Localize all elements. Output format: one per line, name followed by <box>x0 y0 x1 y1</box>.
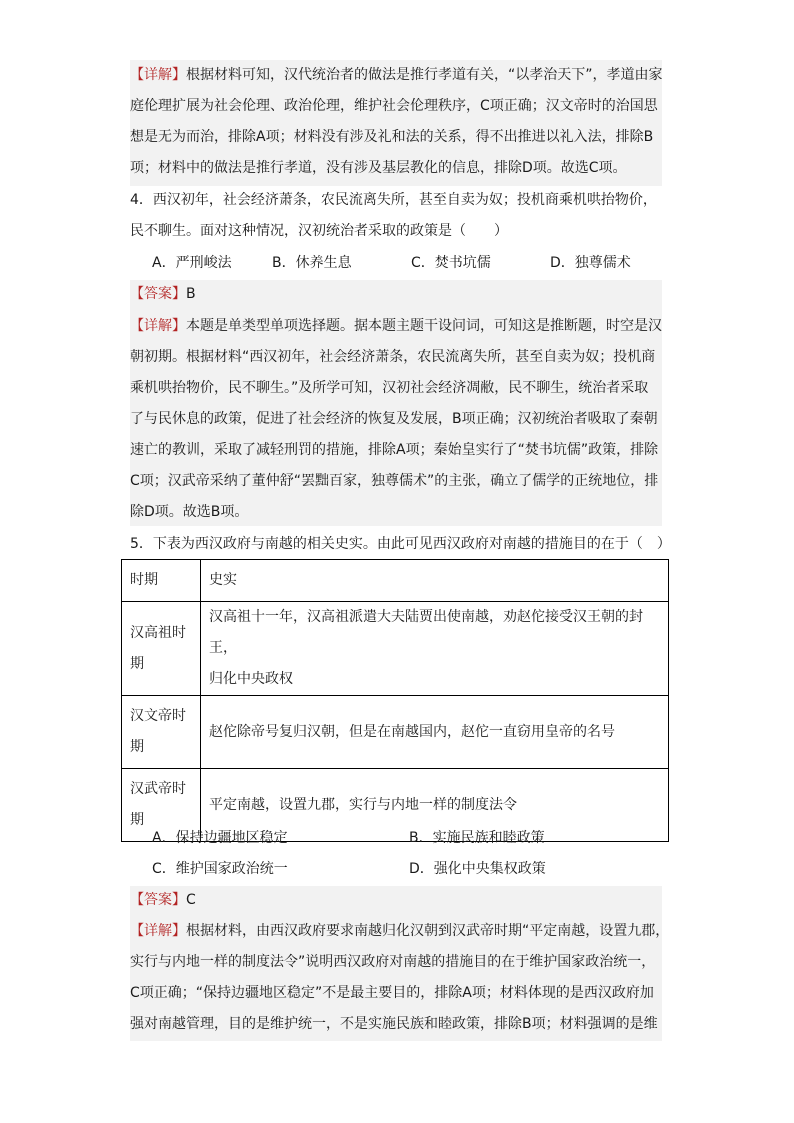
q4-explanation-line <box>130 316 662 336</box>
cell-text: 汉高祖十一年，汉高祖派遣大夫陆贾出使南越，劝赵佗接受汉王朝的封王， <box>209 609 643 656</box>
q4-option-c: C．焚书坑儒 <box>411 255 491 271</box>
explanation-line: 庭伦理扩展为社会伦理、政治伦理，维护社会伦理秩序，C项正确；汉文帝时的治国思 <box>130 98 658 114</box>
table-header-cell: 时期 <box>122 560 201 602</box>
table-row <box>122 602 669 696</box>
q4-explanation-line: 速亡的教训，采取了减轻刑罚的措施，排除A项；秦始皇实行了“焚书坑儒”政策，排除 <box>130 442 659 458</box>
q4-explanation-line: C项；汉武帝采纳了董仲舒“罢黜百家，独尊儒术”的主张，确立了儒学的正统地位，排 <box>130 473 659 489</box>
explanation-tag: 【详解】 <box>130 318 186 334</box>
table-header-cell: 史实 <box>201 560 669 602</box>
cell-text: 汉高祖时 <box>130 624 186 641</box>
table-cell-period <box>122 602 201 696</box>
table-cell-period <box>122 696 201 769</box>
table-cell-fact: 赵佗除帝号复归汉朝，但是在南越国内，赵佗一直窃用皇帝的名号 <box>201 696 669 769</box>
answer-value: C <box>186 892 196 908</box>
q4-explanation-line: 除D项。故选B项。 <box>130 504 249 520</box>
q4-explanation-line: 乘机哄抬物价，民不聊生。”及所学可知，汉初社会经济凋敝，民不聊生，统治者采取 <box>130 380 649 396</box>
cell-text: 期 <box>130 812 144 828</box>
q4-explanation-line: 了与民休息的政策，促进了社会经济的恢复及发展，B项正确；汉初统治者吸取了秦朝 <box>130 411 658 427</box>
answer-tag: 【答案】 <box>130 892 186 908</box>
q4-answer <box>130 284 196 304</box>
q5-option-b: B．实施民族和睦政策 <box>409 830 545 846</box>
cell-text: 归化中央政权 <box>209 671 293 687</box>
table-cell-fact <box>201 602 669 696</box>
q4-explanation-line: 朝初期。根据材料“西汉初年，社会经济萧条，农民流离失所，甚至自卖为奴；投机商 <box>130 349 656 365</box>
explanation-line: 项；材料中的做法是推行孝道，没有涉及基层教化的信息，排除D项。故选C项。 <box>130 160 627 176</box>
table-cell-fact: 平定南越，设置九郡，实行与内地一样的制度法令 <box>201 769 669 842</box>
q5-explanation-line: 强对南越管理，目的是维护统一，不是实施民族和睦政策，排除B项；材料强调的是维 <box>130 1016 658 1032</box>
q4-option-b: B．休养生息 <box>272 255 352 271</box>
q4-option-d: D．独尊儒术 <box>550 255 631 271</box>
cell-text: 汉武帝时 <box>130 781 186 797</box>
cell-text: 期 <box>130 739 144 755</box>
table-row <box>122 696 669 769</box>
q5-option-c: C．维护国家政治统一 <box>152 861 288 877</box>
answer-tag: 【答案】 <box>130 286 186 302</box>
explanation-line <box>130 65 663 85</box>
question-5-stem: 5．下表为西汉政府与南越的相关史实。由此可见西汉政府对南越的措施目的在于（ ） <box>130 536 671 552</box>
q5-option-a: A．保持边疆地区稳定 <box>152 830 288 846</box>
cell-text: 汉文帝时 <box>130 708 186 724</box>
q4-option-a: A．严刑峻法 <box>152 255 232 271</box>
explanation-text: 本题是单类型单项选择题。据本题主题干设问词，可知这是推断题，时空是汉 <box>186 318 662 334</box>
q5-explanation-line: 实行与内地一样的制度法令”说明西汉政府对南越的措施目的在于维护国家政治统一， <box>130 954 656 970</box>
q5-option-d: D．强化中央集权政策 <box>409 861 546 877</box>
question-4-stem: 民不聊生。面对这种情况，汉初统治者采取的政策是（ ） <box>130 223 508 239</box>
explanation-tag: 【详解】 <box>130 923 186 939</box>
explanation-line: 想是无为而治，排除A项；材料没有涉及礼和法的关系，得不出推进以礼入法，排除B <box>130 129 654 145</box>
question-4-stem: 4．西汉初年，社会经济萧条，农民流离失所，甚至自卖为奴；投机商乘机哄抬物价， <box>130 192 657 208</box>
explanation-text: 根据材料可知，汉代统治者的做法是推行孝道有关，“以孝治天下”，孝道由家 <box>186 67 663 83</box>
q5-explanation-line: C项正确；“保持边疆地区稳定”不是最主要目的，排除A项；材料体现的是西汉政府加 <box>130 985 654 1001</box>
table-header-row <box>122 560 669 602</box>
answer-value: B <box>186 286 196 302</box>
explanation-tag: 【详解】 <box>130 67 186 83</box>
q5-answer <box>130 890 196 910</box>
cell-text: 期 <box>130 655 144 672</box>
history-table <box>121 559 669 842</box>
explanation-text: 根据材料，由西汉政府要求南越归化汉朝到汉武帝时期“平定南越，设置九郡， <box>186 923 670 939</box>
q5-explanation-line <box>130 921 669 941</box>
